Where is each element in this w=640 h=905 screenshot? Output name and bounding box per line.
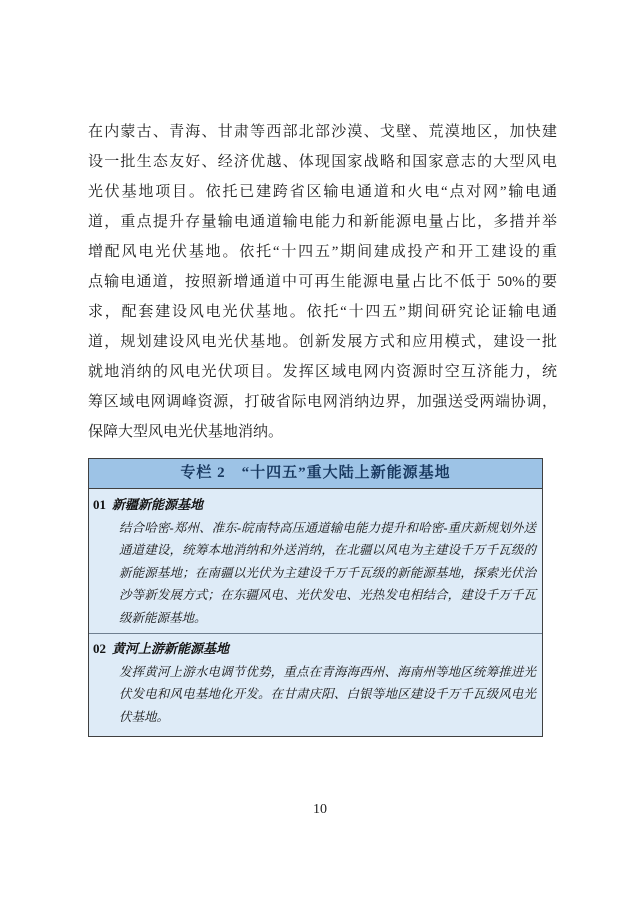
- body-text-line: 设一批生态友好、经济优越、体现国家战略和国家意志的大型风电: [88, 154, 557, 170]
- body-text-line: 光伏基地项目。依托已建跨省区输电通道和火电“点对网”输电通: [88, 184, 557, 200]
- section-text-line: 新能源基地；在南疆以光伏为主建设千万千瓦级的新能源基地，探索光伏治: [119, 565, 536, 580]
- section-number: 01: [93, 497, 106, 512]
- body-text-line: 道，重点提升存量输电通道输电能力和新能源电量占比，多措并举: [88, 214, 557, 230]
- callout-section-yellow-river: [93, 637, 536, 728]
- body-text-line: 道，规划建设风电光伏基地。创新发展方式和应用模式，建设一批: [88, 334, 557, 350]
- body-text-line: 筹区域电网调峰资源，打破省际电网消纳边界，加强送受两端协调，: [88, 394, 557, 410]
- body-paragraph: [88, 117, 557, 447]
- callout-section-xinjiang: [93, 493, 536, 629]
- body-text-line: 求，配套建设风电光伏基地。依托“十四五”期间研究论证输电通: [88, 304, 557, 320]
- section-body: [119, 517, 536, 629]
- callout-box-body: [89, 489, 542, 736]
- callout-box-title: 专栏 2 “十四五”重大陆上新能源基地: [180, 465, 451, 481]
- body-text-line: 在内蒙古、青海、甘肃等西部北部沙漠、戈壁、荒漠地区，加快建: [88, 124, 557, 140]
- section-text-line: 发挥黄河上游水电调节优势，重点在青海海西州、海南州等地区统筹推进光: [119, 665, 536, 680]
- section-title: 新疆新能源基地: [112, 497, 204, 512]
- section-text-line: 结合哈密-郑州、准东-皖南特高压通道输电能力提升和哈密-重庆新规划外送: [119, 521, 536, 535]
- section-title: 黄河上游新能源基地: [112, 641, 230, 657]
- section-text-line: 伏基地。: [119, 709, 170, 724]
- section-text-line: 通道建设，统筹本地消纳和外送消纳，在北疆以风电为主建设千万千瓦级的: [119, 543, 536, 558]
- callout-box: [88, 458, 543, 737]
- section-text-line: 伏发电和风电基地化开发。在甘肃庆阳、白银等地区建设千万千瓦级风电光: [119, 687, 536, 702]
- body-text-line: 增配风电光伏基地。依托“十四五”期间建成投产和开工建设的重: [88, 244, 557, 260]
- section-text-line: 沙等新发展方式；在东疆风电、光伏发电、光热发电相结合，建设千万千瓦: [119, 588, 536, 603]
- section-text-line: 级新能源基地。: [119, 610, 207, 625]
- section-number: 02: [93, 641, 106, 657]
- section-label: [93, 637, 536, 661]
- body-text-line: 就地消纳的风电光伏项目。发挥区域电网内资源时空互济能力，统: [88, 364, 557, 380]
- page-number: 10: [313, 802, 327, 817]
- body-text-line: 保障大型风电光伏基地消纳。: [88, 424, 284, 440]
- section-divider: [89, 633, 542, 634]
- callout-box-header: [89, 459, 542, 489]
- body-text-line: 点输电通道，按照新增通道中可再生能源电量占比不低于 50%的要: [88, 274, 557, 290]
- section-body: [119, 661, 536, 728]
- section-label: [93, 493, 536, 517]
